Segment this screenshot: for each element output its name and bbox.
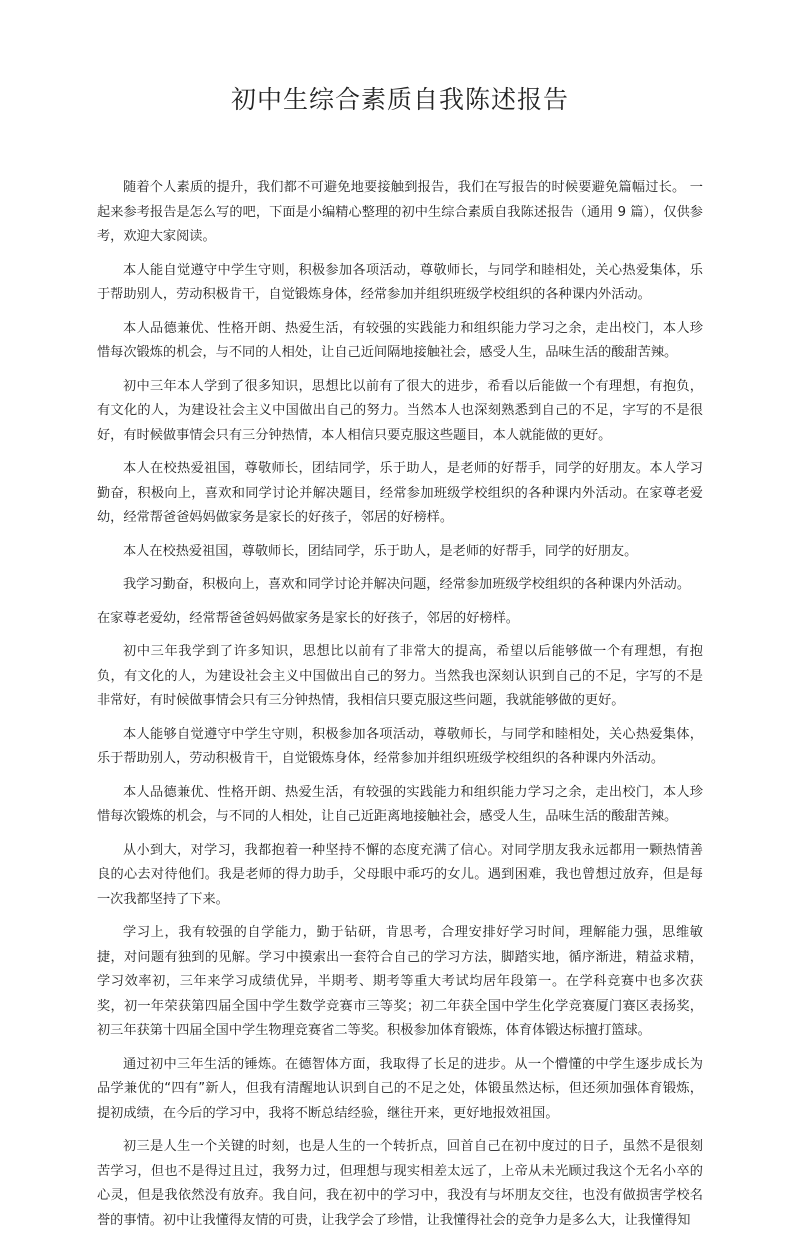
paragraph: 从小到大，对学习，我都抱着一种坚持不懈的态度充满了信心。对同学朋友我永远都用一颗热情善良的心去对待他们。我是老师的得力助手，父母眼中乖巧的女儿。遇到困难，我也曾想过放弃，但是每一次我都坚持了下来。 bbox=[97, 842, 703, 907]
document-body bbox=[97, 176, 703, 1233]
paragraph: 本人品德兼优、性格开朗、热爱生活，有较强的实践能力和组织能力学习之余，走出校门，本人珍惜每次锻炼的机会，与不同的人相处，让自己近间隔地接触社会，感受人生，品味生活的酸甜苦辣。 bbox=[97, 320, 703, 360]
paragraph: 初三是人生一个关键的时刻，也是人生的一个转折点，回首自己在初中度过的日子，虽然不是很刻苦学习，但也不是得过且过，我努力过，但理想与现实相差太远了，上帝从未光顾过我这个无名小卒的心灵，但是我依然没有放弃。我自问，我在初中的学习中，我没有与坏朋友交往，也没有做损害学校名誉的事情。初中让我懂得友情的可贵，让我学会了珍惜，让我懂得社会的竞争力是多么大，让我懂得知 bbox=[97, 1139, 703, 1228]
paragraph: 初中三年本人学到了很多知识，思想比以前有了很大的进步，希看以后能做一个有理想，有抱负，有文化的人，为建设社会主义中国做出自己的努力。当然本人也深刻熟悉到自己的不足，字写的不是很好，有时候做事情会只有三分钟热情，本人相信只要克服这些题目，本人就能做的更好。 bbox=[97, 378, 703, 443]
paragraph: 本人在校热爱祖国，尊敬师长，团结同学，乐于助人，是老师的好帮手，同学的好朋友。本人学习勤奋，积极向上，喜欢和同学讨论并解决题目，经常参加班级学校组织的各种课内外活动。在家尊老爱幼，经常帮爸爸妈妈做家务是家长的好孩子，邻居的好榜样。 bbox=[97, 461, 703, 525]
paragraph: 随着个人素质的提升，我们都不可避免地要接触到报告，我们在写报告的时候要避免篇幅过长。 一起来参考报告是怎么写的吧，下面是小编精心整理的初中生综合素质自我陈述报告（通用 9 篇），仅供参考，欢迎大家阅读。 bbox=[97, 180, 703, 244]
paragraph: 在家尊老爱幼，经常帮爸爸妈妈做家务是家长的好孩子，邻居的好榜样。 bbox=[97, 610, 519, 626]
paragraph: 本人能自觉遵守中学生守则，积极参加各项活动，尊敬师长，与同学和睦相处，关心热爱集体，乐于帮助别人，劳动积极肯干，自觉锻炼身体，经常参加并组织班级学校组织的各种课内外活动。 bbox=[97, 262, 703, 302]
paragraph: 学习上，我有较强的自学能力，勤于钻研，肯思考，合理安排好学习时间，理解能力强，思维敏捷，对问题有独到的见解。学习中摸索出一套符合自己的学习方法，脚踏实地，循序渐进，精益求精，学习效率初，三年来学习成绩优异，半期考、期考等重大考试均居年段第一。在学科竞赛中也多次获奖，初一年荣获第四届全国中学生数学竞赛市三等奖；初二年获全国中学生化学竞赛厦门赛区表扬奖，初三年获第十四届全国中学生物理竞赛省二等奖。积极参加体育锻炼，体育体锻达标擅打篮球。 bbox=[97, 925, 703, 1038]
paragraph: 本人能够自觉遵守中学生守则，积极参加各项活动，尊敬师长，与同学和睦相处，关心热爱集体，乐于帮助别人，劳动积极肯干，自觉锻炼身体，经常参加并组织班级学校组织的各种课内外活动。 bbox=[97, 726, 703, 766]
document-title: 初中生综合素质自我陈述报告 bbox=[230, 85, 569, 114]
paragraph: 本人在校热爱祖国，尊敬师长，团结同学，乐于助人，是老师的好帮手，同学的好朋友。 bbox=[123, 543, 638, 559]
paragraph: 本人品德兼优、性格开朗、热爱生活，有较强的实践能力和组织能力学习之余，走出校门，本人珍惜每次锻炼的机会，与不同的人相处，让自己近距离地接触社会，感受人生，品味生活的酸甜苦辣。 bbox=[97, 784, 703, 824]
paragraph: 通过初中三年生活的锤炼。在德智体方面，我取得了长足的进步。从一个懵懂的中学生逐步成长为品学兼优的“四有”新人，但我有清醒地认识到自己的不足之处，体锻虽然达标，但还须加强体育锻炼，提初成绩，在今后的学习中，我将不断总结经验，继往开来，更好地报效祖国。 bbox=[97, 1056, 703, 1121]
paragraph: 我学习勤奋，积极向上，喜欢和同学讨论并解决问题，经常参加班级学校组织的各种课内外活动。 bbox=[123, 577, 691, 592]
paragraph: 初中三年我学到了许多知识，思想比以前有了非常大的提高，希望以后能够做一个有理想，有抱负，有文化的人，为建设社会主义中国做出自己的努力。当然我也深刻认识到自己的不足，字写的不是非常好，有时候做事情会只有三分钟热情，我相信只要克服这些问题，我就能够做的更好。 bbox=[97, 644, 703, 708]
